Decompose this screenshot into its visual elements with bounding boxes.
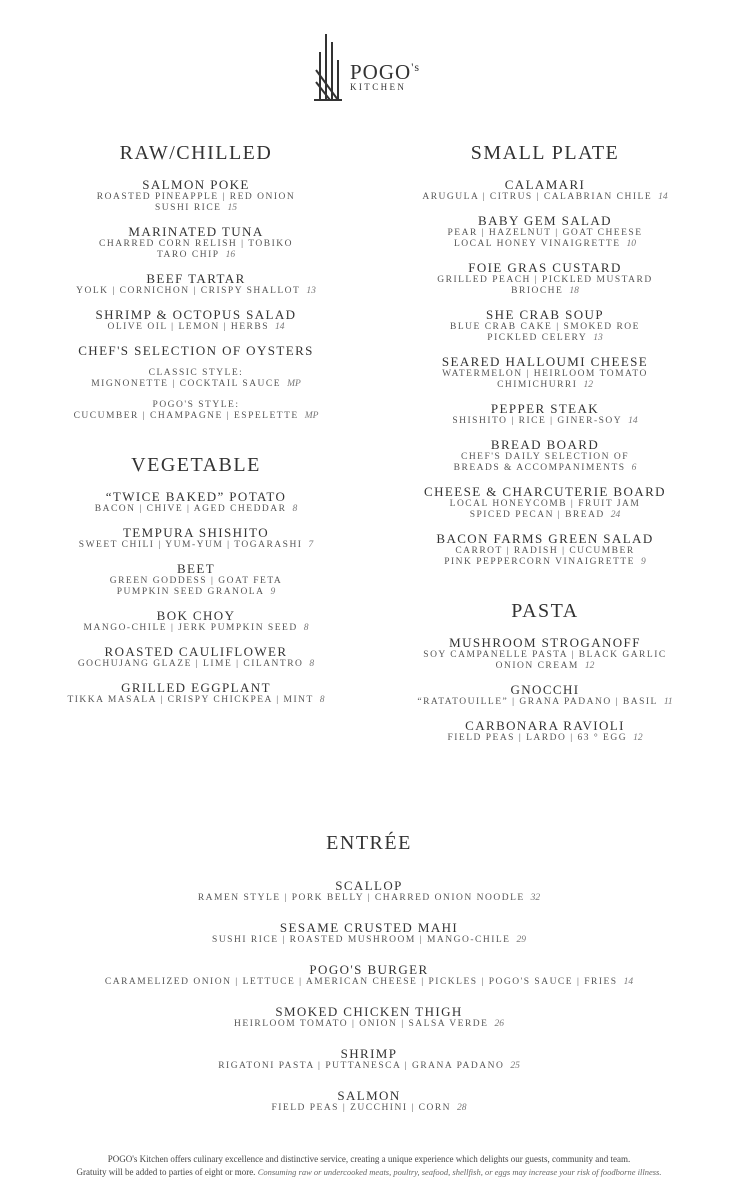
item-description: PICKLED CELERY 13 [487,333,603,343]
item-description: PINK PEPPERCORN VINAIGRETTE 9 [444,557,646,567]
item-price: 29 [516,935,526,945]
item-price: 9 [270,587,276,597]
item-price: 32 [530,893,541,903]
item-name: SCALLOP [335,878,403,893]
item-description: LOCAL HONEY VINAIGRETTE 10 [453,239,637,249]
item-name: BACON FARMS GREEN SALAD [436,531,654,546]
item-description: SWEET CHILI | YUM-YUM | TOGARASHI 7 [78,540,314,550]
item-description: CARAMELIZED ONION | LETTUCE | AMERICAN CHEESE | PICKLES | POGO'S SAUCE | FRIES 14 [104,977,634,987]
item-description: OLIVE OIL | LEMON | HERBS 14 [107,322,285,332]
menu-item [20,271,372,297]
right-column [390,140,700,754]
item-description: PEAR | HAZELNUT | GOAT CHEESE [447,228,643,238]
menu-item-list [20,177,372,333]
section-raw-chilled [20,140,372,422]
item-name: BEET [176,561,216,576]
item-description: GRILLED PEACH | PICKLED MUSTARD [437,275,653,285]
menu-item [20,177,372,214]
menu-item [390,354,700,391]
item-name: BEEF TARTAR [146,271,246,286]
item-price: 8 [309,659,315,669]
section-entree [0,830,738,1130]
item-name: CHEF'S SELECTION OF OYSTERS [78,343,314,358]
item-name: GRILLED EGGPLANT [121,680,271,695]
item-name: POGO'S BURGER [309,962,429,977]
item-description: WATERMELON | HEIRLOOM TOMATO [442,369,648,379]
item-description: BACON | CHIVE | AGED CHEDDAR 8 [94,504,298,514]
item-name: TEMPURA SHISHITO [122,525,270,540]
item-description: TARO CHIP 16 [156,250,236,260]
item-price: 26 [494,1019,504,1029]
item-name: ROASTED CAULIFLOWER [104,644,288,659]
item-price: 14 [658,192,668,202]
item-name: CARBONARA RAVIOLI [465,718,625,733]
item-name: GNOCCHI [510,682,580,697]
section-small-plate [390,140,700,568]
menu-item [390,401,700,427]
restaurant-logo [310,30,440,102]
item-price: 10 [626,239,637,249]
item-name: FOIE GRAS CUSTARD [468,260,622,275]
item-name: SESAME CRUSTED MAHI [279,920,459,935]
item-price: 9 [641,557,646,567]
item-price: 12 [584,661,595,671]
item-name: SHRIMP [340,1046,398,1061]
menu-item [20,644,372,670]
left-column [20,140,372,716]
item-name: SMOKED CHICKEN THIGH [275,1004,463,1019]
item-name: SALMON [337,1088,401,1103]
logo-subtitle: KITCHEN [350,82,407,92]
menu-item [20,608,372,634]
menu-item [390,307,700,344]
item-description: HEIRLOOM TOMATO | ONION | SALSA VERDE 26 [234,1019,504,1029]
menu-item [20,680,372,706]
item-description: YOLK | CORNICHON | CRISPY SHALLOT 13 [76,286,316,296]
item-price: 25 [510,1061,520,1071]
menu-item [20,561,372,598]
menu-item [390,635,700,672]
item-name: SHRIMP & OCTOPUS SALAD [95,307,297,322]
item-description: FIELD PEAS | LARDO | 63 ° EGG 12 [447,733,643,743]
item-name: CALAMARI [504,177,586,192]
menu-item-oysters [20,343,372,422]
menu-item [0,1088,738,1114]
item-description: ROASTED PINEAPPLE | RED ONION [96,192,296,202]
item-description: MIGNONETTE | COCKTAIL SAUCE MP [91,379,301,389]
item-description: RAMEN STYLE | PORK BELLY | CHARRED ONION NOODLE 32 [197,893,541,903]
footer-gratuity: Gratuity will be added to parties of eight or more. Consuming raw or undercooked meats, poultry, seafood, shellfish, or eggs may increase your risk of foodborne illness. [76,1167,662,1177]
item-price: 13 [593,333,603,343]
item-name: SHE CRAB SOUP [486,307,604,322]
menu-item [390,484,700,521]
menu-item-list [390,635,700,744]
section-title: SMALL PLATE [470,142,620,164]
menu-item-list [0,878,738,1114]
item-price: 8 [319,695,325,705]
item-price: MP [304,411,319,421]
item-price: 12 [633,733,643,743]
item-description: GOCHUJANG GLAZE | LIME | CILANTRO 8 [77,659,315,669]
section-title: RAW/CHILLED [119,142,273,164]
item-description: ARUGULA | CITRUS | CALABRIAN CHILE 14 [422,192,668,202]
menu-item [390,260,700,297]
item-name: SALMON POKE [142,177,250,192]
menu-item [0,962,738,988]
item-price: 8 [303,623,309,633]
item-description: CHIMICHURRI 12 [497,380,593,390]
menu-item [0,920,738,946]
item-price: 7 [308,540,314,550]
footer-statement: POGO's Kitchen offers culinary excellence and distinctive service, creating a unique experience which delights our guests, community and team. [107,1154,631,1164]
menu-item [0,1004,738,1030]
item-price: 15 [227,203,237,213]
item-price: 6 [631,463,637,473]
item-price: 16 [225,250,236,260]
item-description: LOCAL HONEYCOMB | FRUIT JAM [449,499,641,509]
item-description: SPICED PECAN | BREAD 24 [469,510,621,520]
item-description: TIKKA MASALA | CRISPY CHICKPEA | MINT 8 [67,695,325,705]
item-name: CHEESE & CHARCUTERIE BOARD [424,484,666,499]
item-description: SUSHI RICE | ROASTED MUSHROOM | MANGO-CHILE 29 [212,935,526,945]
menu-item [390,718,700,744]
section-title: VEGETABLE [131,454,261,476]
menu-item [20,307,372,333]
item-name: “TWICE BAKED” POTATO [105,489,287,504]
item-name: MARINATED TUNA [128,224,264,239]
menu-item [20,489,372,515]
item-price: 12 [583,380,593,390]
item-description: GREEN GODDESS | GOAT FETA [109,576,283,586]
menu-item-list [20,489,372,706]
item-description: BRIOCHE 18 [511,286,579,296]
item-description: “RATATOUILLE” | GRANA PADANO | BASIL 11 [417,697,673,707]
item-price: 28 [457,1103,467,1113]
footer-disclaimer: Consuming raw or undercooked meats, poultry, seafood, shellfish, or eggs may increase your risk of foodborne illness. [257,1167,662,1177]
item-description: RIGATONI PASTA | PUTTANESCA | GRANA PADANO 25 [218,1061,520,1071]
item-price: 8 [292,504,298,514]
section-title: ENTRÉE [326,832,412,854]
item-description: BLUE CRAB CAKE | SMOKED ROE [450,322,640,332]
item-price: MP [287,379,301,389]
item-description: CUCUMBER | CHAMPAGNE | ESPELETTE MP [73,411,319,421]
item-description: CARROT | RADISH | CUCUMBER [455,546,635,556]
item-description: SOY CAMPANELLE PASTA | BLACK GARLIC [423,650,667,660]
item-price: 24 [610,510,621,520]
section-title: PASTA [511,600,579,622]
item-description: SHISHITO | RICE | GINER-SOY 14 [452,416,638,426]
item-price: 13 [306,286,316,296]
item-price: 11 [663,697,673,707]
item-name: MUSHROOM STROGANOFF [449,635,641,650]
item-name: BABY GEM SALAD [478,213,612,228]
item-description: CHEF'S DAILY SELECTION OF [460,452,629,462]
item-name: BREAD BOARD [490,437,600,452]
section-pasta [390,598,700,744]
item-description: BREADS & ACCOMPANIMENTS 6 [453,463,637,473]
item-price: 18 [569,286,579,296]
item-description: SUSHI RICE 15 [155,203,237,213]
menu-item [390,437,700,474]
section-vegetable [20,452,372,706]
menu-item [0,1046,738,1072]
item-description: PUMPKIN SEED GRANOLA 9 [116,587,276,597]
menu-item [20,224,372,261]
footer [0,1153,738,1179]
menu-item [390,531,700,568]
item-price: 14 [275,322,285,332]
menu-item [390,682,700,708]
menu-item [0,878,738,904]
item-description: CHARRED CORN RELISH | TOBIKO [99,239,293,249]
menu-item-list [390,177,700,568]
item-price: 14 [628,416,638,426]
item-description: MANGO-CHILE | JERK PUMPKIN SEED 8 [83,623,309,633]
item-description: FIELD PEAS | ZUCCHINI | CORN 28 [271,1103,467,1113]
logo-name: $POGO^{'s}$ [350,60,421,84]
item-description: ONION CREAM 12 [495,661,595,671]
item-name: BOK CHOY [156,608,236,623]
oyster-style-label: POGO'S STYLE: [152,400,240,410]
menu-item [390,177,700,203]
item-name: SEARED HALLOUMI CHEESE [441,354,649,369]
menu-item [390,213,700,250]
menu-item [20,525,372,551]
oyster-style-label: CLASSIC STYLE: [148,368,244,378]
item-price: 14 [623,977,634,987]
item-name: PEPPER STEAK [490,401,600,416]
